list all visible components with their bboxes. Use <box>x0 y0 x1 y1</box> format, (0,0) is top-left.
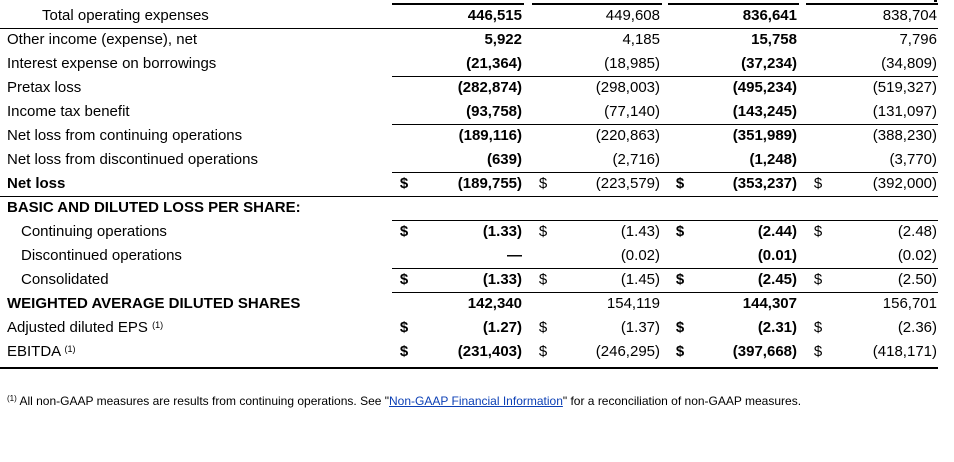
footnote-ref: (1) <box>64 344 76 354</box>
currency-symbol: $ <box>399 343 409 360</box>
value-c4: (3,770) <box>889 151 937 168</box>
value-c3: (2.45) <box>757 271 797 288</box>
value-c3: (353,237) <box>732 175 797 192</box>
value-c3: (351,989) <box>732 127 797 144</box>
row-label: WEIGHTED AVERAGE DILUTED SHARES <box>7 295 301 312</box>
table-row <box>0 4 954 28</box>
value-c4: (519,327) <box>872 79 937 96</box>
value-c1: (189,116) <box>458 127 522 144</box>
value-c3: (37,234) <box>741 55 797 72</box>
value-c4: (418,171) <box>872 343 937 360</box>
row-label-text: Adjusted diluted EPS <box>7 319 148 336</box>
value-c3: 836,641 <box>742 7 797 24</box>
row-label: Income tax benefit <box>7 103 130 120</box>
value-c4: (2.48) <box>897 223 937 240</box>
currency-symbol: $ <box>538 343 548 360</box>
value-c1: 5,922 <box>484 31 522 48</box>
value-c3: (2.31) <box>757 319 797 336</box>
value-c4: (392,000) <box>872 175 937 192</box>
value-c4: (2.50) <box>897 271 937 288</box>
value-c1: 446,515 <box>467 7 522 24</box>
table-row <box>0 268 954 292</box>
value-c2: (1.37) <box>620 319 660 336</box>
value-c4: 156,701 <box>882 295 937 312</box>
table-row <box>0 100 954 124</box>
value-c4: (34,809) <box>881 55 937 72</box>
row-label: BASIC AND DILUTED LOSS PER SHARE: <box>7 199 301 216</box>
table-row <box>0 148 954 172</box>
non-gaap-link[interactable]: Non-GAAP Financial Information <box>389 394 563 408</box>
footnote-ref: (1) <box>152 320 164 330</box>
value-c1: (189,755) <box>457 175 522 192</box>
row-label: Consolidated <box>21 271 109 288</box>
currency-symbol: $ <box>538 319 548 336</box>
value-c2: (220,863) <box>595 127 660 144</box>
value-c3: 144,307 <box>742 295 797 312</box>
row-label <box>7 340 76 364</box>
row-label: Total operating expenses <box>42 7 209 24</box>
row-label-text: EBITDA <box>7 343 61 360</box>
currency-symbol: $ <box>538 271 548 288</box>
row-label: Net loss <box>7 175 66 192</box>
value-c3: (0.01) <box>757 247 797 264</box>
currency-symbol: $ <box>675 343 685 360</box>
value-c2: (1.43) <box>620 223 660 240</box>
currency-symbol: $ <box>399 223 409 240</box>
value-c3: 15,758 <box>751 31 797 48</box>
value-c1: (93,758) <box>466 103 522 120</box>
value-c4: (388,230) <box>872 127 937 144</box>
row-label <box>7 316 163 340</box>
currency-symbol: $ <box>675 223 685 240</box>
value-c1: (1.27) <box>482 319 522 336</box>
value-c2: (298,003) <box>595 79 660 96</box>
value-c2: (77,140) <box>604 103 660 120</box>
value-c1: (21,364) <box>466 55 522 72</box>
value-c1: (1.33) <box>482 223 522 240</box>
value-c3: (495,234) <box>732 79 797 96</box>
row-label: Net loss from continuing operations <box>7 127 243 144</box>
section-heading <box>0 196 954 220</box>
currency-symbol: $ <box>813 223 823 240</box>
row-label: Discontinued operations <box>21 247 182 264</box>
row-label: Continuing operations <box>21 223 167 240</box>
currency-symbol: $ <box>399 271 409 288</box>
value-c1: (1.33) <box>482 271 522 288</box>
value-c4: 7,796 <box>899 31 937 48</box>
value-c2: 449,608 <box>605 7 660 24</box>
table-row <box>0 76 954 100</box>
value-c4: 838,704 <box>882 7 937 24</box>
footnote-text-before: All non-GAAP measures are results from continuing operations. See " <box>16 394 390 408</box>
row-label: Other income (expense), net <box>7 31 198 48</box>
value-c4: (131,097) <box>872 103 937 120</box>
footnote <box>7 392 801 410</box>
table-row <box>0 244 954 268</box>
value-c1: — <box>507 247 522 264</box>
table-row <box>0 28 954 52</box>
currency-symbol: $ <box>538 223 548 240</box>
currency-symbol: $ <box>813 319 823 336</box>
currency-symbol: $ <box>538 175 548 192</box>
currency-symbol: $ <box>399 175 409 192</box>
row-label: Interest expense on borrowings <box>7 55 217 72</box>
table-row <box>0 52 954 76</box>
table-row <box>0 220 954 244</box>
table-row <box>0 292 954 316</box>
bottom-rule <box>0 367 938 369</box>
currency-symbol: $ <box>813 175 823 192</box>
value-c3: (397,668) <box>732 343 797 360</box>
value-c3: (2.44) <box>757 223 797 240</box>
table-row <box>0 124 954 148</box>
value-c2: 4,185 <box>622 31 660 48</box>
value-c2: (246,295) <box>595 343 660 360</box>
row-label: Pretax loss <box>7 79 82 96</box>
value-c2: (18,985) <box>604 55 660 72</box>
value-c4: (0.02) <box>897 247 937 264</box>
currency-symbol: $ <box>813 343 823 360</box>
row-label: Net loss from discontinued operations <box>7 151 258 168</box>
footnote-text-after: " for a reconciliation of non-GAAP measures. <box>562 394 802 408</box>
value-c3: (143,245) <box>732 103 797 120</box>
value-c4: (2.36) <box>897 319 937 336</box>
table-row <box>0 316 954 340</box>
currency-symbol: $ <box>675 271 685 288</box>
table-row <box>0 172 954 196</box>
table-row <box>0 340 954 364</box>
currency-symbol: $ <box>675 319 685 336</box>
value-c2: (223,579) <box>595 175 660 192</box>
value-c1: (639) <box>486 151 522 168</box>
currency-symbol: $ <box>813 271 823 288</box>
value-c3: (1,248) <box>749 151 797 168</box>
value-c2: 154,119 <box>606 295 660 312</box>
top-tick <box>934 0 937 2</box>
footnote-marker: (1) <box>7 394 17 403</box>
value-c1: (282,874) <box>457 79 522 96</box>
currency-symbol: $ <box>675 175 685 192</box>
value-c2: (1.45) <box>620 271 660 288</box>
value-c2: (2,716) <box>612 151 660 168</box>
currency-symbol: $ <box>399 319 409 336</box>
value-c1: 142,340 <box>467 295 522 312</box>
value-c2: (0.02) <box>620 247 660 264</box>
value-c1: (231,403) <box>457 343 522 360</box>
